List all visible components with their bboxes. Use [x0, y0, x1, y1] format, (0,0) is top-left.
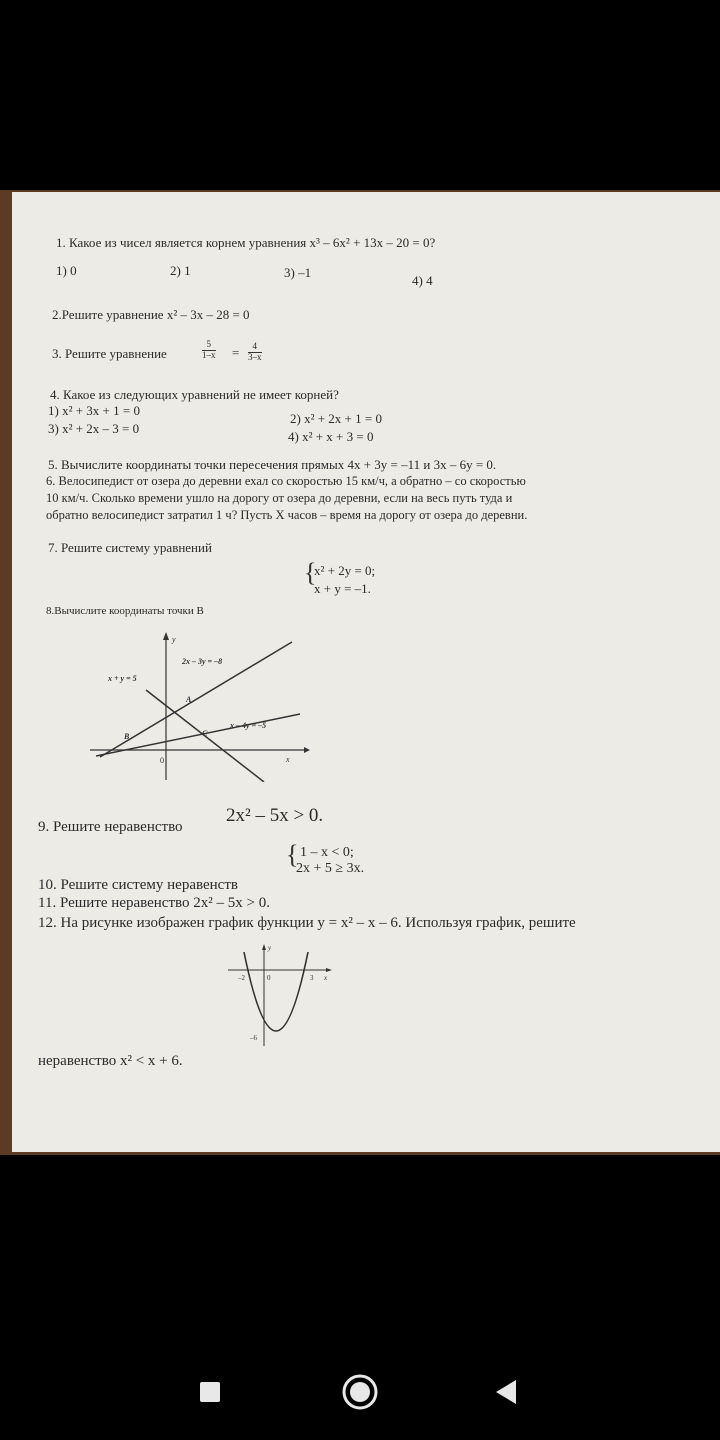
- q12-y-axis-arrow: [262, 944, 266, 950]
- q10-system-ineq-2: 2x + 5 ≥ 3x.: [296, 861, 365, 876]
- question-6-line-2: 10 км/ч. Сколько времени ушло на дорогу от озера до деревни, если на весь путь туда и: [46, 491, 513, 505]
- q8-point-b: B: [124, 732, 130, 741]
- q12-y-label: y: [268, 944, 272, 952]
- q4-option-3: 3) x² + 2x – 3 = 0: [48, 421, 140, 436]
- question-10: 10. Решите систему неравенств: [38, 877, 238, 893]
- back-button[interactable]: [488, 1372, 528, 1412]
- q3-frac2-numerator: 4: [248, 342, 262, 353]
- q7-system-brace: {: [304, 558, 317, 587]
- q8-y-label: y: [172, 635, 176, 644]
- question-12: 12. На рисунке изображен график функции y = x² – x – 6. Используя график, решите: [38, 915, 576, 931]
- q7-system-eq-1: x² + 2y = 0;: [314, 563, 376, 578]
- q3-equals: =: [232, 345, 240, 360]
- question-4: 4. Какое из следующих уравнений не имеет корней?: [50, 387, 339, 402]
- q8-x-axis-arrow: [304, 747, 310, 753]
- question-6-line-1: 6. Велосипедист от озера до деревни ехал со скоростью 15 км/ч, а обратно – со скоростью: [46, 474, 526, 488]
- q12-parabola: [244, 952, 308, 1031]
- q8-graph: [90, 632, 310, 782]
- question-9-expression: 2x² – 5x > 0.: [226, 805, 324, 826]
- q8-line-1-label: 2x – 3y = –8: [182, 657, 223, 666]
- q8-y-axis-arrow: [163, 632, 169, 640]
- q1-option-4: 4) 4: [412, 273, 433, 288]
- recent-apps-icon: [200, 1382, 220, 1402]
- q1-option-2: 2) 1: [170, 263, 191, 278]
- q8-x-label: x: [286, 755, 290, 764]
- home-button[interactable]: [340, 1372, 380, 1412]
- q12-x-axis-arrow: [326, 968, 332, 972]
- q1-option-3: 3) –1: [284, 265, 312, 280]
- q3-fraction-right: [248, 342, 262, 363]
- q12-graph: [224, 940, 334, 1050]
- q12-origin-label: 0: [267, 974, 271, 982]
- q3-fraction-left: [202, 340, 216, 361]
- q8-line-3-label: x – 4y = –5: [230, 721, 267, 730]
- question-7: 7. Решите систему уравнений: [48, 540, 212, 555]
- question-1: 1. Какое из чисел является корнем уравнения x³ – 6x² + 13x – 20 = 0?: [56, 235, 436, 250]
- q4-option-1: 1) x² + 3x + 1 = 0: [48, 403, 140, 418]
- q8-origin-label: 0: [160, 756, 164, 765]
- question-9-label: 9. Решите неравенство: [38, 819, 183, 835]
- q3-frac2-denominator: 3–x: [248, 351, 262, 362]
- q12-x-label: x: [324, 974, 328, 982]
- q12-min-label: –6: [250, 1034, 257, 1042]
- q12-right-root-label: 3: [310, 974, 314, 982]
- q4-option-2: 2) x² + 2x + 1 = 0: [290, 411, 382, 426]
- q3-frac1-denominator: 1–x: [202, 349, 216, 360]
- q8-line-2-label: x + y = 5: [108, 674, 137, 683]
- question-8: 8.Вычислите координаты точки В: [46, 605, 204, 617]
- q1-option-1: 1) 0: [56, 263, 77, 278]
- q12-left-root-label: –2: [238, 974, 245, 982]
- q7-system-eq-2: x + y = –1.: [314, 581, 371, 596]
- q4-option-4: 4) x² + x + 3 = 0: [288, 429, 374, 444]
- question-6-line-3: обратно велосипедист затратил 1 ч? Пусть X часов – время на дорогу от озера до деревни.: [46, 508, 528, 522]
- question-3-label: 3. Решите уравнение: [52, 346, 167, 361]
- worksheet: [12, 192, 720, 1152]
- q8-point-c: C: [202, 729, 208, 738]
- q10-system-brace: {: [286, 840, 299, 869]
- q3-frac1-numerator: 5: [202, 340, 216, 351]
- recent-apps-button[interactable]: [190, 1372, 230, 1412]
- back-icon: [496, 1380, 516, 1404]
- question-12-tail: неравенство x² < x + 6.: [38, 1053, 183, 1069]
- question-11: 11. Решите неравенство 2x² – 5x > 0.: [38, 895, 270, 911]
- question-2: 2.Решите уравнение x² – 3x – 28 = 0: [52, 307, 250, 322]
- question-5: 5. Вычислите координаты точки пересечения прямых 4x + 3y = –11 и 3x – 6y = 0.: [48, 457, 497, 472]
- q10-system-ineq-1: 1 – x < 0;: [300, 845, 354, 860]
- q8-point-a: A: [186, 695, 192, 704]
